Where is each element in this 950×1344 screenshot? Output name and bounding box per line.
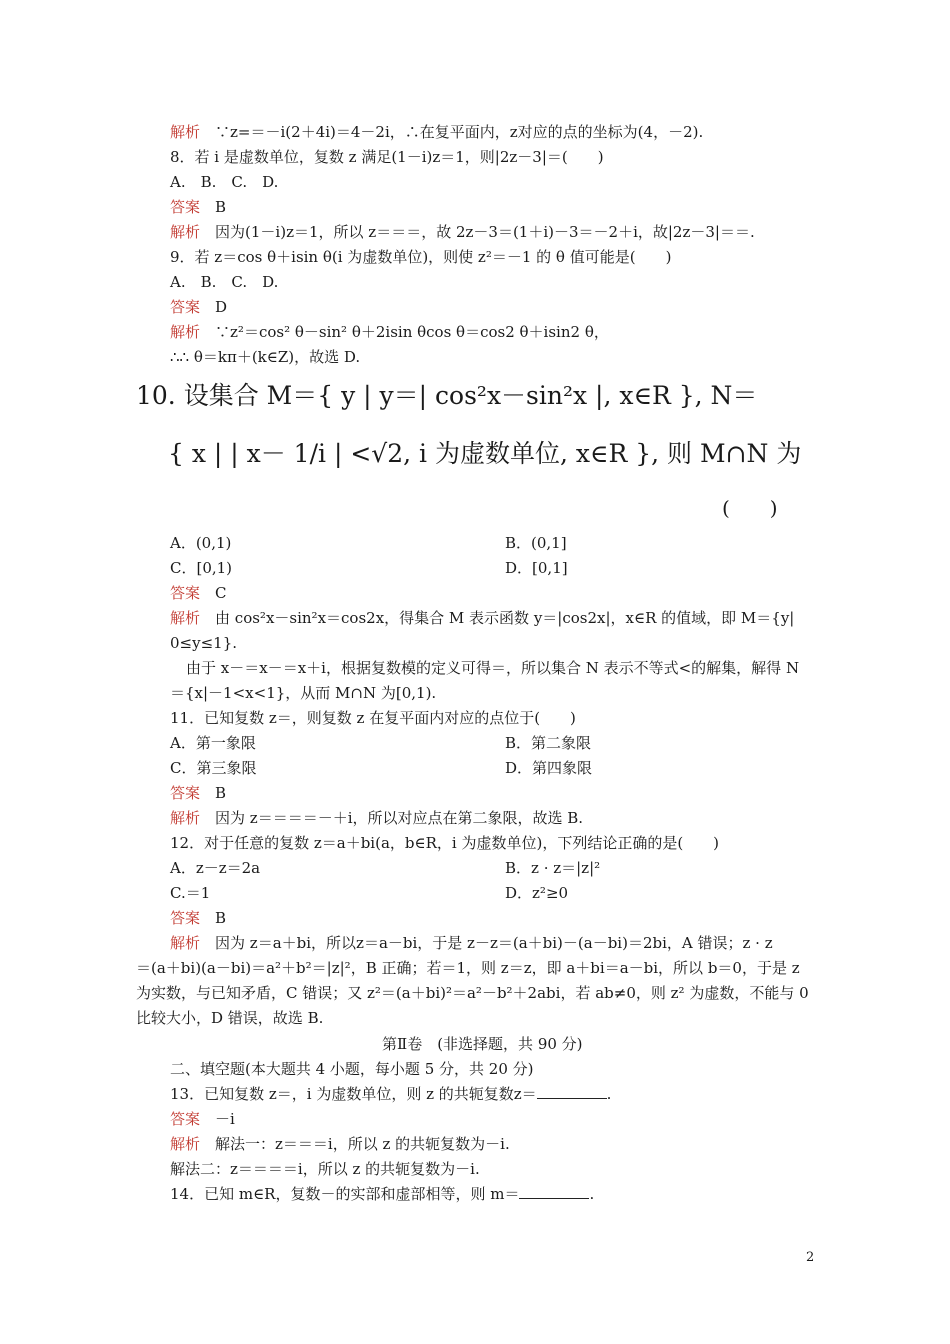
option-10d: D．[0,1] <box>505 559 568 577</box>
answer-q8: 答案 B <box>170 198 227 216</box>
solution-q10-cont3: ＝{x|－1<x<1}，从而 M∩N 为[0,1). <box>170 684 437 702</box>
option-10c: C．[0,1) <box>170 559 233 577</box>
option-10a: A．(0,1) <box>170 534 232 552</box>
answer-blank <box>519 1184 589 1199</box>
solution-q11: 解析 因为 z＝＝＝＝－＋i，所以对应点在第二象限，故选 B. <box>170 809 584 827</box>
option-11d: D．第四象限 <box>505 759 593 777</box>
answer-q9: 答案 D <box>170 298 228 316</box>
solution-q13-alt: 解法二：z＝＝＝＝i，所以 z 的共轭复数为－i. <box>170 1160 480 1178</box>
options-q9: A. B. C. D. <box>170 273 279 291</box>
option-11c: C．第三象限 <box>170 759 257 777</box>
option-10b: B．(0,1] <box>505 534 567 552</box>
question-13: 13．已知复数 z＝，i 为虚数单位，则 z 的共轭复数z＝ . <box>170 1085 612 1103</box>
option-12b: B．z · z＝|z|² <box>505 859 601 877</box>
answer-blank <box>537 1084 607 1099</box>
solution-q12-cont2: 为实数，与已知矛盾，C 错误；又 z²＝(a＋bi)²＝a²－b²＋2abi，若 ab≠0，则 z² 为虚数，不能与 0 <box>136 984 809 1002</box>
option-12c: C.＝1 <box>170 884 211 902</box>
question-10-line2: { x | | x－ 1/i | <√2, i 为虚数单位, x∈R }, 则 M∩N 为 <box>168 439 802 468</box>
solution-q8: 解析 因为(1－i)z＝1，所以 z＝＝＝，故 2z－3＝(1＋i)－3＝－2＋i，故|2z－3|＝＝. <box>170 223 755 241</box>
solution-q12: 解析 因为 z＝a＋bi，所以z＝a－bi，于是 z－z＝(a＋bi)－(a－bi)＝2bi，A 错误；z · z <box>170 934 773 952</box>
page-number: 2 <box>806 1250 815 1265</box>
option-12a: A．z－z＝2a <box>170 859 261 877</box>
solution-q12-cont1: ＝(a＋bi)(a－bi)＝a²＋b²＝|z|²，B 正确；若＝1，则 z＝z，即 a＋bi＝a－bi，所以 b＝0，于是 z <box>136 959 800 977</box>
answer-label: 答案 <box>170 298 201 316</box>
question-9: 9．若 z＝cos θ＋isin θ(i 为虚数单位)，则使 z²＝－1 的 θ 值可能是( ) <box>170 248 672 266</box>
answer-label: 答案 <box>170 584 201 602</box>
question-10-line1: 10. 设集合 M＝{ y | y＝| cos²x－sin²x |, x∈R }, N＝ <box>136 381 758 410</box>
answer-q11: 答案 B <box>170 784 227 802</box>
solution-q10: 解析 由 cos²x－sin²x＝cos2x，得集合 M 表示函数 y＝|cos2x|，x∈R 的值域，即 M＝{y| <box>170 609 795 627</box>
solution-q7: 解析 ∵z=＝－i(2＋4i)＝4－2i，∴在复平面内，z对应的点的坐标为(4，－2). <box>170 123 704 141</box>
answer-label: 答案 <box>170 784 201 802</box>
solution-q13: 解析 解法一：z＝＝＝i，所以 z 的共轭复数为－i. <box>170 1135 510 1153</box>
answer-label: 答案 <box>170 198 201 216</box>
answer-q10: 答案 C <box>170 584 227 602</box>
solution-q9-cont: ∴∴ θ＝kπ＋(k∈Z)，故选 D. <box>170 348 361 366</box>
option-11b: B．第二象限 <box>505 734 592 752</box>
question-14: 14．已知 m∈R，复数－的实部和虚部相等，则 m＝ . <box>170 1185 595 1203</box>
section-heading-fill-in: 二、填空题(本大题共 4 小题，每小题 5 分，共 20 分) <box>170 1060 534 1078</box>
solution-label: 解析 <box>170 609 201 627</box>
solution-label: 解析 <box>170 934 201 952</box>
solution-label: 解析 <box>170 223 201 241</box>
solution-label: 解析 <box>170 809 201 827</box>
answer-q13: 答案 －i <box>170 1110 235 1128</box>
answer-label: 答案 <box>170 909 201 927</box>
solution-label: 解析 <box>170 323 201 341</box>
question-8: 8．若 i 是虚数单位，复数 z 满足(1－i)z＝1，则|2z－3|＝( ) <box>170 148 604 166</box>
solution-label: 解析 <box>170 123 201 141</box>
question-12: 12．对于任意的复数 z＝a＋bi(a，b∈R，i 为虚数单位)，下列结论正确的是( ) <box>170 834 720 852</box>
solution-q10-cont1: 0≤y≤1}. <box>170 634 238 652</box>
question-10-bracket: ( ) <box>722 496 778 520</box>
solution-q9: 解析 ∵z²＝cos² θ－sin² θ＋2isin θcos θ＝cos2 θ＋isin2 θ， <box>170 323 609 341</box>
solution-q12-cont3: 比较大小，D 错误，故选 B. <box>136 1009 324 1027</box>
option-11a: A．第一象限 <box>170 734 256 752</box>
question-11: 11．已知复数 z＝，则复数 z 在复平面内对应的点位于( ) <box>170 709 576 727</box>
answer-q12: 答案 B <box>170 909 227 927</box>
section-title-part2: 第Ⅱ卷 (非选择题，共 90 分) <box>382 1035 583 1053</box>
options-q8: A. B. C. D. <box>170 173 279 191</box>
answer-label: 答案 <box>170 1110 201 1128</box>
option-12d: D．z²≥0 <box>505 884 569 902</box>
solution-q10-cont2: 由于 x－＝x－＝x＋i，根据复数模的定义可得＝，所以集合 N 表示不等式<的解集，解得 N <box>186 659 800 677</box>
solution-label: 解析 <box>170 1135 201 1153</box>
